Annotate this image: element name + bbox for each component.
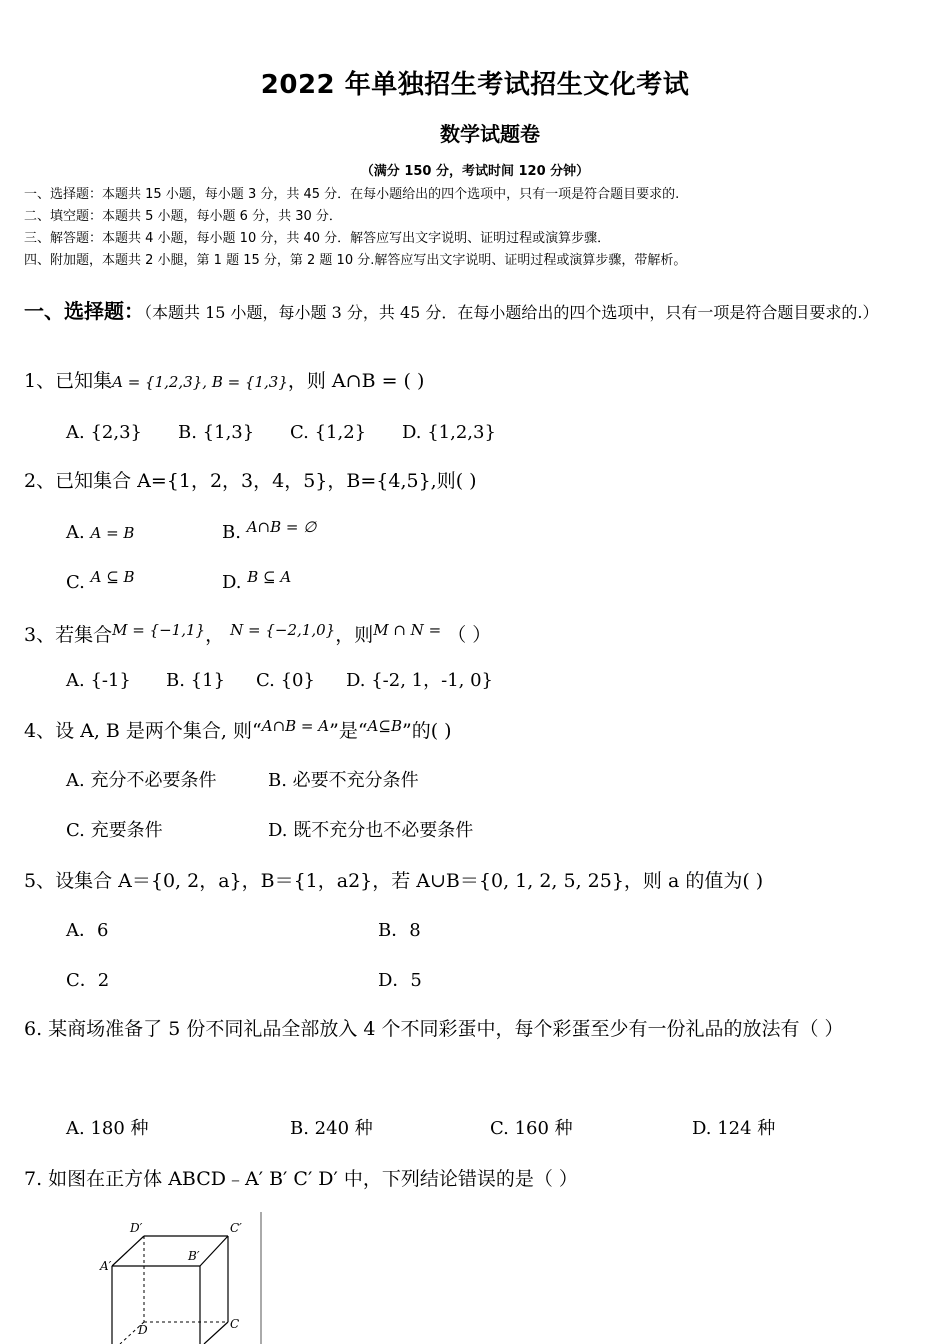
- option-b: B. 240 种: [290, 1118, 373, 1139]
- edge: [112, 1236, 144, 1266]
- question-6: 6. 某商场准备了 5 份不同礼品全部放入 4 个不同彩蛋中，每个彩蛋至少有一份礼品的放法有（ ）: [24, 1018, 844, 1040]
- question-7: 7. 如图在正方体 ABCD﹣A′ B′ C′ D′ 中，下列结论错误的是（ ）: [24, 1168, 578, 1190]
- vertex-label: C: [230, 1317, 240, 1331]
- option-a: A. 180 种: [66, 1118, 149, 1139]
- vertex-label: D′: [130, 1221, 143, 1235]
- math-expression: A ⊆ B: [90, 568, 135, 586]
- instruction-line: 三、解答题：本题共 4 小题，每小题 10 分，共 40 分．解答应写出文字说明、证明过程或演算步骤．: [24, 231, 611, 246]
- vertex-label: B′: [188, 1249, 200, 1263]
- math-expression: A∩B = ∅: [246, 518, 317, 536]
- option-d: D. {-2, 1，-1, 0}: [346, 670, 493, 691]
- option-d: D. 124 种: [692, 1118, 776, 1139]
- vertex-label: D: [138, 1323, 148, 1337]
- option-a: A. {-1}: [66, 670, 131, 691]
- answer-blank: ，则 A∩B = ( ): [287, 370, 425, 392]
- math-expression: A = B: [90, 524, 135, 542]
- math-expression: A∩B = A: [261, 717, 330, 735]
- option-a: A. 充分不必要条件: [66, 770, 217, 791]
- math-expression: M ∩ N =: [373, 621, 442, 639]
- option-a: A. {2,3}: [66, 422, 142, 443]
- vertex-label: C′: [230, 1221, 242, 1235]
- option-b: B. 必要不充分条件: [268, 770, 419, 791]
- math-expression: A⊆B: [367, 717, 402, 735]
- question-3: 3、若集合$^{M = \{-1,1\}}$， $^{N = \{-2,1,0\}}$，则$^{M \cap N =}$ （ ）: [24, 621, 492, 646]
- edge: [200, 1236, 228, 1266]
- vertex-label: A′: [100, 1259, 112, 1273]
- math-expression: A = {1,2,3}, B = {1,3}: [112, 373, 288, 391]
- question-5: 5、设集合 A＝{0, 2，a}，B＝{1，a2}，若 A∪B＝{0, 1, 2, 5, 25}，则 a 的值为( ): [24, 870, 764, 892]
- option-b: B. {1}: [166, 670, 226, 691]
- math-expression: B ⊆ A: [247, 568, 292, 586]
- option-c: C. 充要条件: [66, 820, 163, 841]
- option-c: C. 160 种: [490, 1118, 573, 1139]
- question-4: 4、设 A, B 是两个集合, 则“$^{A\cap B = A}$”是“$^{A⊆B}$”的( ): [24, 717, 452, 742]
- math-expression: N = {−2,1,0}: [230, 621, 336, 639]
- math-expression: M = {−1,1}: [112, 621, 206, 639]
- option-a: A．6: [66, 920, 109, 941]
- option-b: B. $^{A\cap B = \emptyset}$: [222, 518, 317, 543]
- instruction-line: 一、选择题：本题共 15 小题，每小题 3 分，共 45 分．在每小题给出的四个选项中，只有一项是符合题目要求的.: [24, 187, 680, 202]
- section-note: （本题共 15 小题，每小题 3 分，共 45 分．在每小题给出的四个选项中，只有一项是符合题目要求的.）: [144, 303, 879, 322]
- instruction-line: 二、填空题：本题共 5 小题，每小题 6 分，共 30 分．: [24, 209, 342, 224]
- edge: [204, 1322, 228, 1344]
- exam-title: 2022 年单独招生考试招生文化考试: [260, 70, 690, 100]
- question-text: 1、已知集: [24, 370, 113, 392]
- option-d: D. 既不充分也不必要条件: [268, 820, 474, 841]
- question-2: 2、已知集合 A={1，2，3，4，5}，B={4,5},则( ): [24, 470, 477, 492]
- question-1: [24, 368, 934, 395]
- instruction-line: 四、附加题，本题共 2 小腿，第 1 题 15 分，第 2 题 10 分.解答应写出文字说明、证明过程或演算步骤，带解析。: [24, 253, 687, 268]
- score-note: （满分 150 分，考试时间 120 分钟）: [360, 164, 590, 179]
- exam-subtitle: 数学试题卷: [440, 122, 540, 146]
- option-d: D．5: [378, 970, 422, 991]
- option-b: B．8: [378, 920, 421, 941]
- section-heading: [24, 294, 930, 330]
- option-c: C．2: [66, 970, 110, 991]
- answer-blank: （ ）: [447, 624, 492, 646]
- option-c: C. {1,2}: [290, 422, 367, 443]
- option-a: A. A = B: [66, 522, 135, 543]
- option-d: D. {1,2,3}: [402, 422, 496, 443]
- cube-figure: [86, 1212, 286, 1344]
- option-c: C. $^{A ⊆ B}$: [66, 568, 135, 593]
- instructions: [24, 184, 934, 272]
- answer-blank: ”的( ): [401, 720, 452, 742]
- option-d: D. $^{B ⊆ A}$: [222, 568, 292, 593]
- option-b: B. {1,3}: [178, 422, 255, 443]
- section-title: 一、选择题：: [24, 299, 144, 323]
- option-c: C. {0}: [256, 670, 315, 691]
